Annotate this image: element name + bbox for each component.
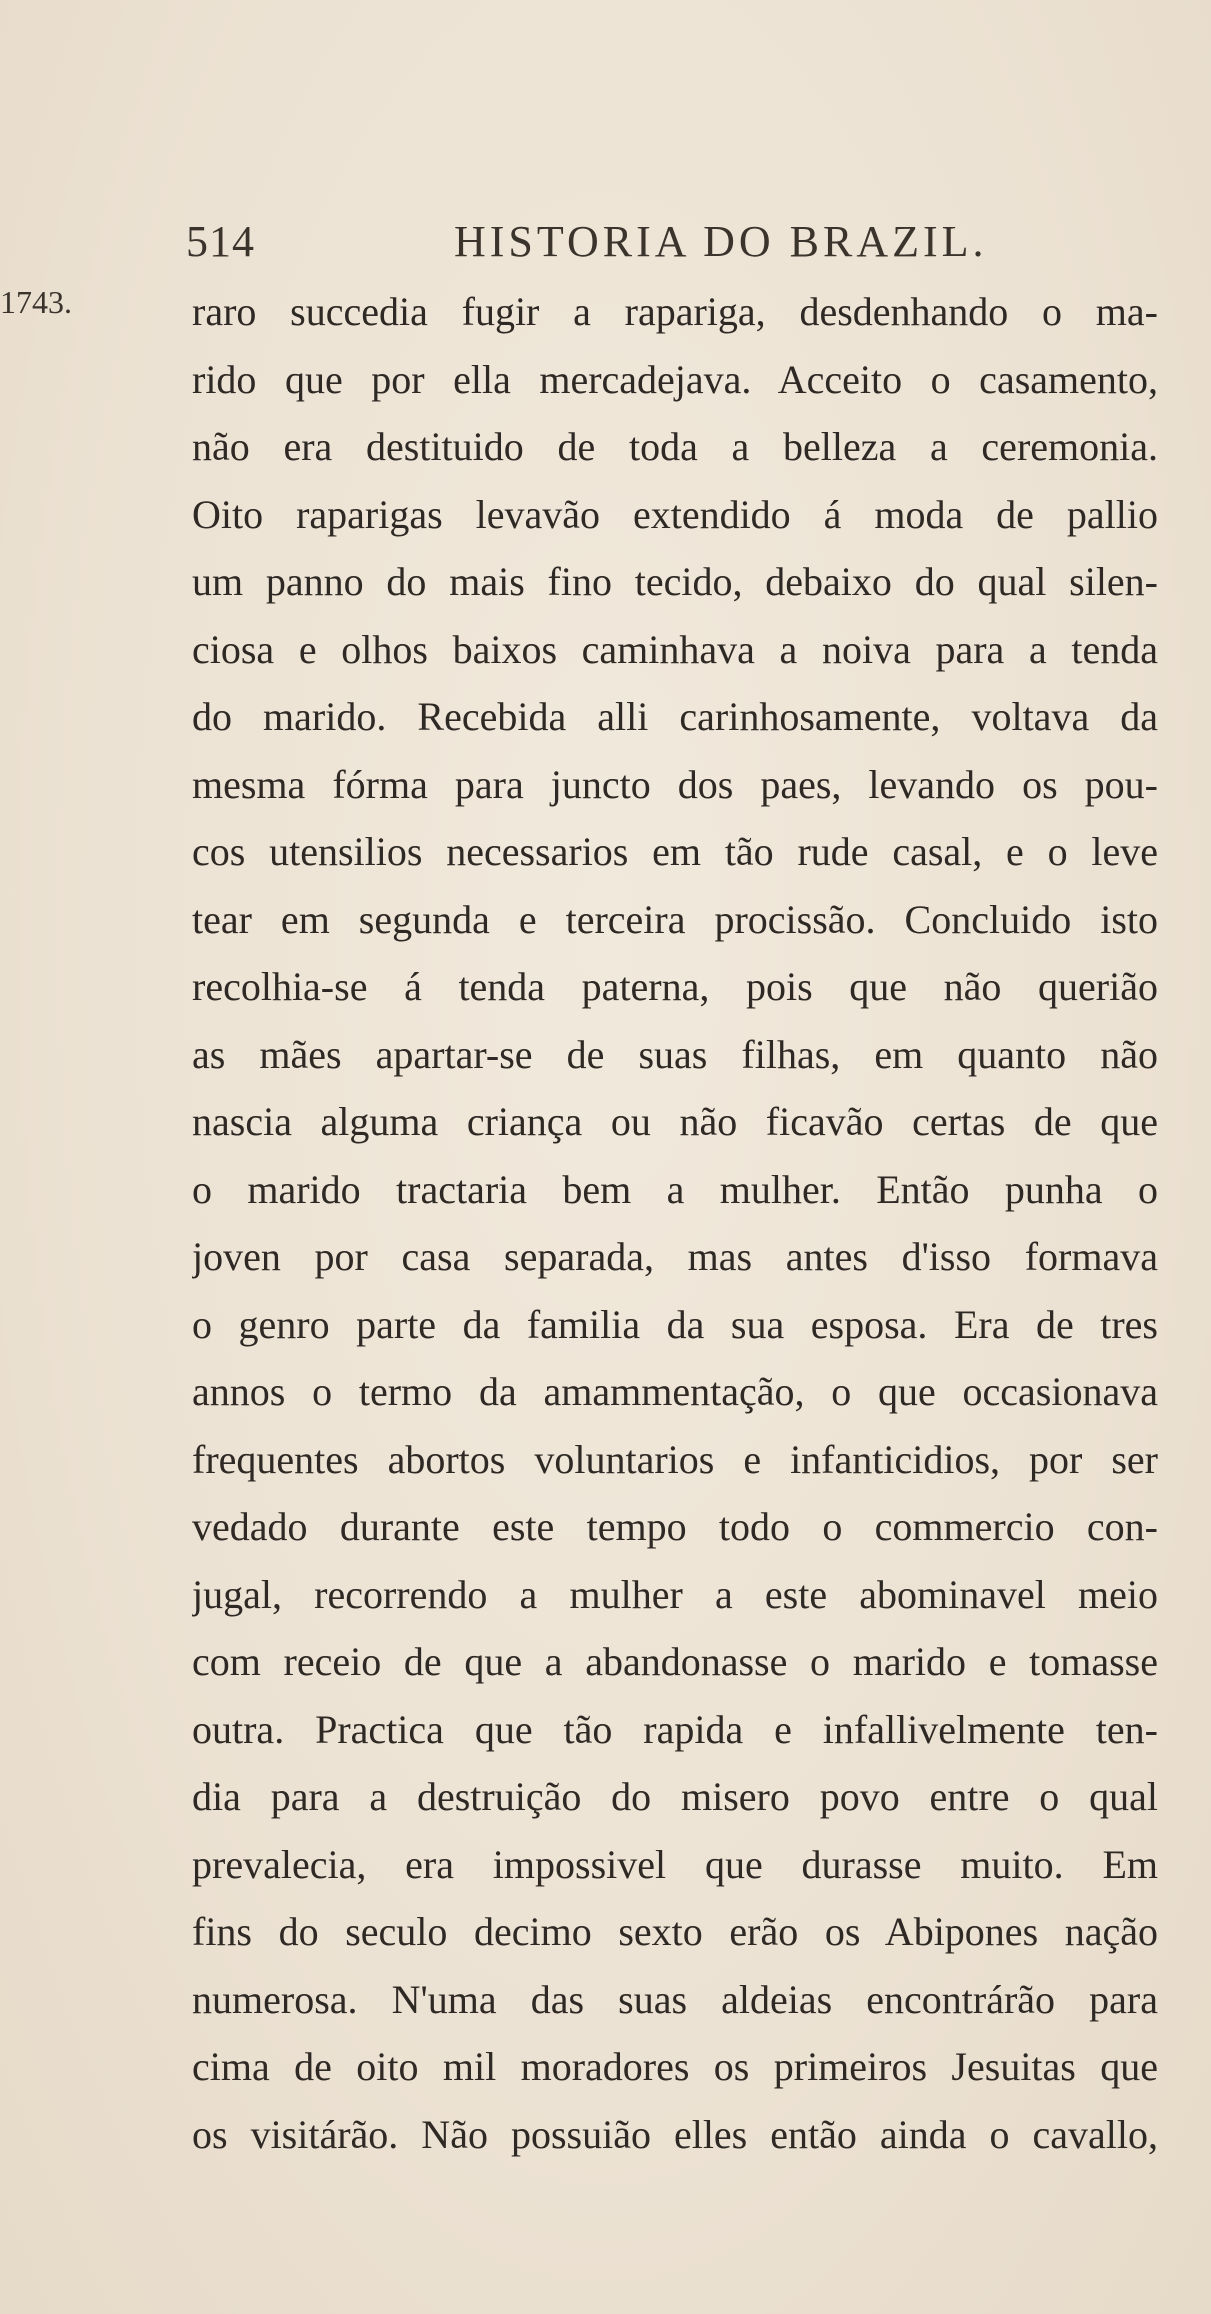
text-line: Oito raparigas levavão extendido á moda de pallio <box>192 491 1158 537</box>
text-line: as mães apartar-se de suas filhas, em quanto não <box>192 1031 1158 1077</box>
text-line: um panno do mais fino tecido, debaixo do qual silen- <box>192 559 1158 604</box>
text-line: numerosa. N'uma das suas aldeias encontrárão para <box>192 1976 1158 2022</box>
text-line: raro succedia fugir a rapariga, desdenhando o ma- <box>192 289 1158 334</box>
body-text <box>192 282 1158 2172</box>
page-header <box>186 212 1166 272</box>
text-line: o marido tractaria bem a mulher. Então punha o <box>192 1166 1158 1212</box>
text-line: tear em segunda e terceira procissão. Concluido isto <box>192 896 1158 942</box>
margin-year-note: 1743. <box>0 284 72 320</box>
text-line: jugal, recorrendo a mulher a este abominavel meio <box>192 1571 1158 1617</box>
text-line: fins do seculo decimo sexto erão os Abipones nação <box>192 1909 1158 1954</box>
text-line: cos utensilios necessarios em tão rude casal, e o leve <box>192 829 1158 874</box>
text-line: do marido. Recebida alli carinhosamente, voltava da <box>192 694 1158 739</box>
text-line: os visitárão. Não possuião elles então ainda o cavallo, <box>192 2111 1158 2157</box>
text-line: com receio de que a abandonasse o marido e tomasse <box>192 1639 1158 1684</box>
text-line: frequentes abortos voluntarios e infanticidios, por ser <box>192 1436 1158 1482</box>
text-line: recolhia-se á tenda paterna, pois que não querião <box>192 964 1158 1009</box>
text-line: rido que por ella mercadejava. Acceito o casamento, <box>192 356 1158 402</box>
text-line: ciosa e olhos baixos caminhava a noiva para a tenda <box>192 626 1158 672</box>
page-number: 514 <box>186 217 255 266</box>
text-line: dia para a destruição do misero povo entre o qual <box>192 1774 1158 1819</box>
text-line: prevalecia, era impossivel que durasse muito. Em <box>192 1841 1158 1887</box>
text-line: cima de oito mil moradores os primeiros Jesuitas que <box>192 2044 1158 2089</box>
running-title: HISTORIA DO BRAZIL. <box>454 217 988 266</box>
text-line: annos o termo da amammentação, o que occasionava <box>192 1369 1158 1414</box>
text-line: vedado durante este tempo todo o commercio con- <box>192 1504 1158 1549</box>
text-line: nascia alguma criança ou não ficavão certas de que <box>192 1099 1158 1144</box>
text-line: o genro parte da familia da sua esposa. Era de tres <box>192 1301 1158 1347</box>
text-line: não era destituido de toda a belleza a ceremonia. <box>192 424 1158 469</box>
text-line: joven por casa separada, mas antes d'isso formava <box>192 1234 1158 1279</box>
text-line: outra. Practica que tão rapida e infallivelmente ten- <box>192 1706 1158 1752</box>
text-line: mesma fórma para juncto dos paes, levando os pou- <box>192 761 1158 807</box>
